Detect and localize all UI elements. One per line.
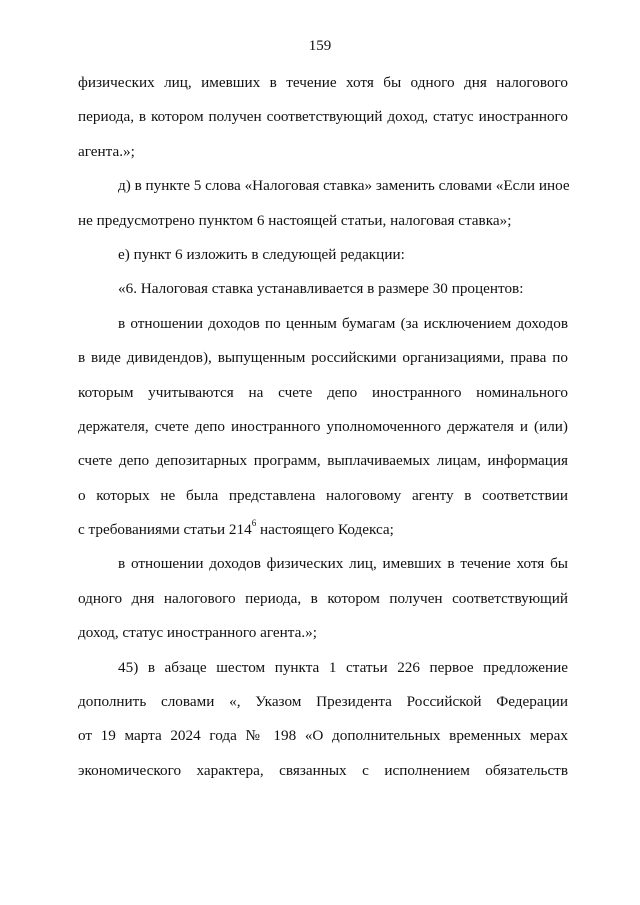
text-line: держателя, счете депо иностранного уполномоченного держателя и (или)	[78, 417, 568, 435]
text-line: одного дня налогового периода, в котором получен соответствующий	[78, 589, 568, 607]
text-line-start: с требованиями статьи 214	[78, 521, 252, 539]
text-line: не предусмотрено пунктом 6 настоящей статьи, налоговая ставка»;	[78, 211, 512, 229]
text-line: счете депо депозитарных программ, выплачиваемых лицам, информация	[78, 452, 568, 470]
article-superscript: 6	[251, 518, 257, 529]
text-line: е) пункт 6 изложить в следующей редакции:	[118, 245, 405, 263]
text-line: д) в пункте 5 слова «Налоговая ставка» заменить словами «Если иное	[118, 177, 570, 195]
text-line: в виде дивидендов), выпущенным российскими организациями, права по	[78, 349, 568, 367]
text-line: «6. Налоговая ставка устанавливается в размере 30 процентов:	[118, 280, 524, 298]
text-line: периода, в котором получен соответствующий доход, статус иностранного	[78, 108, 568, 126]
text-line: 45) в абзаце шестом пункта 1 статьи 226 первое предложение	[118, 658, 568, 676]
text-line: дополнить словами «, Указом Президента Российской Федерации	[78, 693, 568, 711]
text-line: от 19 марта 2024 года № 198 «О дополнительных временных мерах	[78, 727, 568, 745]
document-body	[78, 66, 568, 788]
text-line-end: настоящего Кодекса;	[256, 521, 394, 539]
text-line: которым учитываются на счете депо иностранного номинального	[78, 383, 568, 401]
page-number: 159	[308, 38, 332, 54]
text-line: о которых не была представлена налоговому агенту в соответствии	[78, 486, 568, 504]
text-line: физических лиц, имевших в течение хотя бы одного дня налогового	[78, 74, 568, 91]
text-line: экономического характера, связанных с исполнением обязательств	[78, 761, 568, 779]
text-line-with-superscript	[78, 513, 568, 547]
text-line: в отношении доходов по ценным бумагам (за исключением доходов	[118, 314, 568, 332]
text-line: доход, статус иностранного агента.»;	[78, 624, 317, 642]
text-line: агента.»;	[78, 142, 135, 160]
text-line: в отношении доходов физических лиц, имевших в течение хотя бы	[118, 555, 568, 573]
